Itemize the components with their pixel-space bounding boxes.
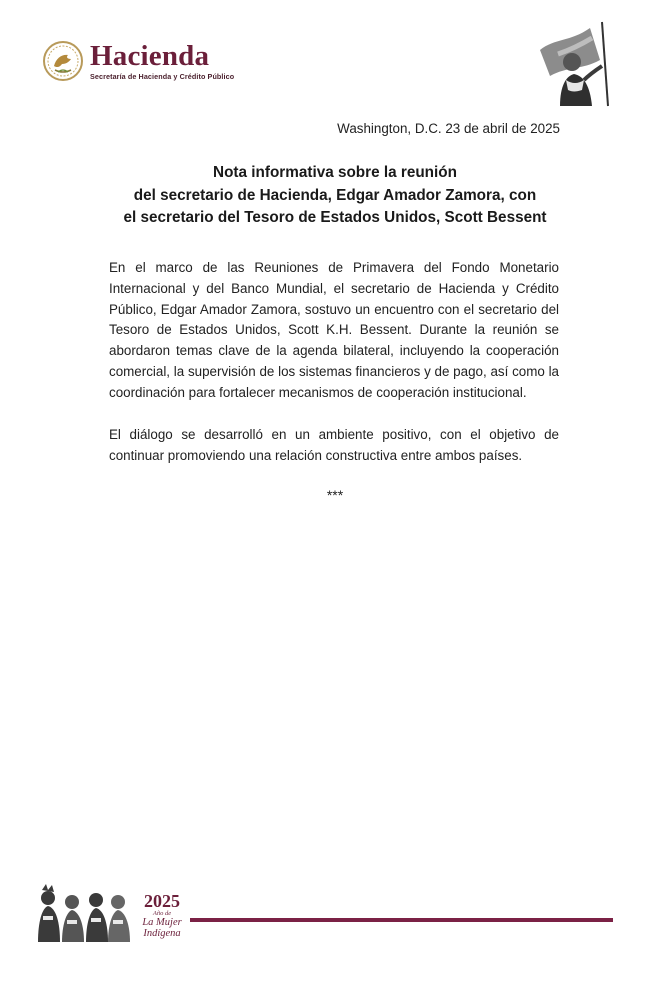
dateline: Washington, D.C. 23 de abril de 2025	[337, 121, 560, 136]
indigenous-women-illustration	[34, 882, 134, 942]
year-title-line-2: Indígena	[143, 928, 181, 939]
document-title	[60, 162, 610, 230]
body-paragraph-2: El diálogo se desarrolló en un ambiente positivo, con el objetivo de continuar promoviendo una relación constructiva entre ambos países.	[109, 427, 559, 463]
year-number: 2025	[144, 891, 180, 911]
title-line-2: del secretario de Hacienda, Edgar Amador Zamora, con	[133, 186, 537, 204]
title-line-3: el secretario del Tesoro de Estados Unidos, Scott Bessent	[123, 209, 547, 226]
mexican-eagle-seal-icon	[42, 40, 84, 82]
hacienda-logo	[42, 40, 234, 82]
heroine-flag-illustration	[530, 20, 618, 108]
year-of-indigenous-women-mark	[136, 893, 188, 939]
year-subtitle: Año de	[152, 910, 172, 917]
body-paragraph-1: En el marco de las Reuniones de Primavera del Fondo Monetario Internacional y del Banco Mundial, el secretario de Hacienda y Crédito Público, Edgar Amador Zamora, sostuvo un encuentro con el secretario del Tesoro de Estados Unidos, Scott K.H. Bessent. Durante la reunión se abordaron temas clave de la agenda bilateral, incluyendo la cooperación comercial, la supervisión de los sistemas financieros y de pago, así como la coordinación para fortalecer mecanismos de cooperación institucional.	[109, 260, 559, 400]
footer-divider	[190, 918, 613, 922]
year-title-line-1: La Mujer	[142, 917, 182, 928]
brand-subtitle: Secretaría de Hacienda y Crédito Público	[90, 72, 235, 81]
brand-name: Hacienda	[90, 40, 210, 72]
title-line-1: Nota informativa sobre la reunión	[213, 164, 457, 181]
section-separator: ***	[326, 487, 344, 503]
